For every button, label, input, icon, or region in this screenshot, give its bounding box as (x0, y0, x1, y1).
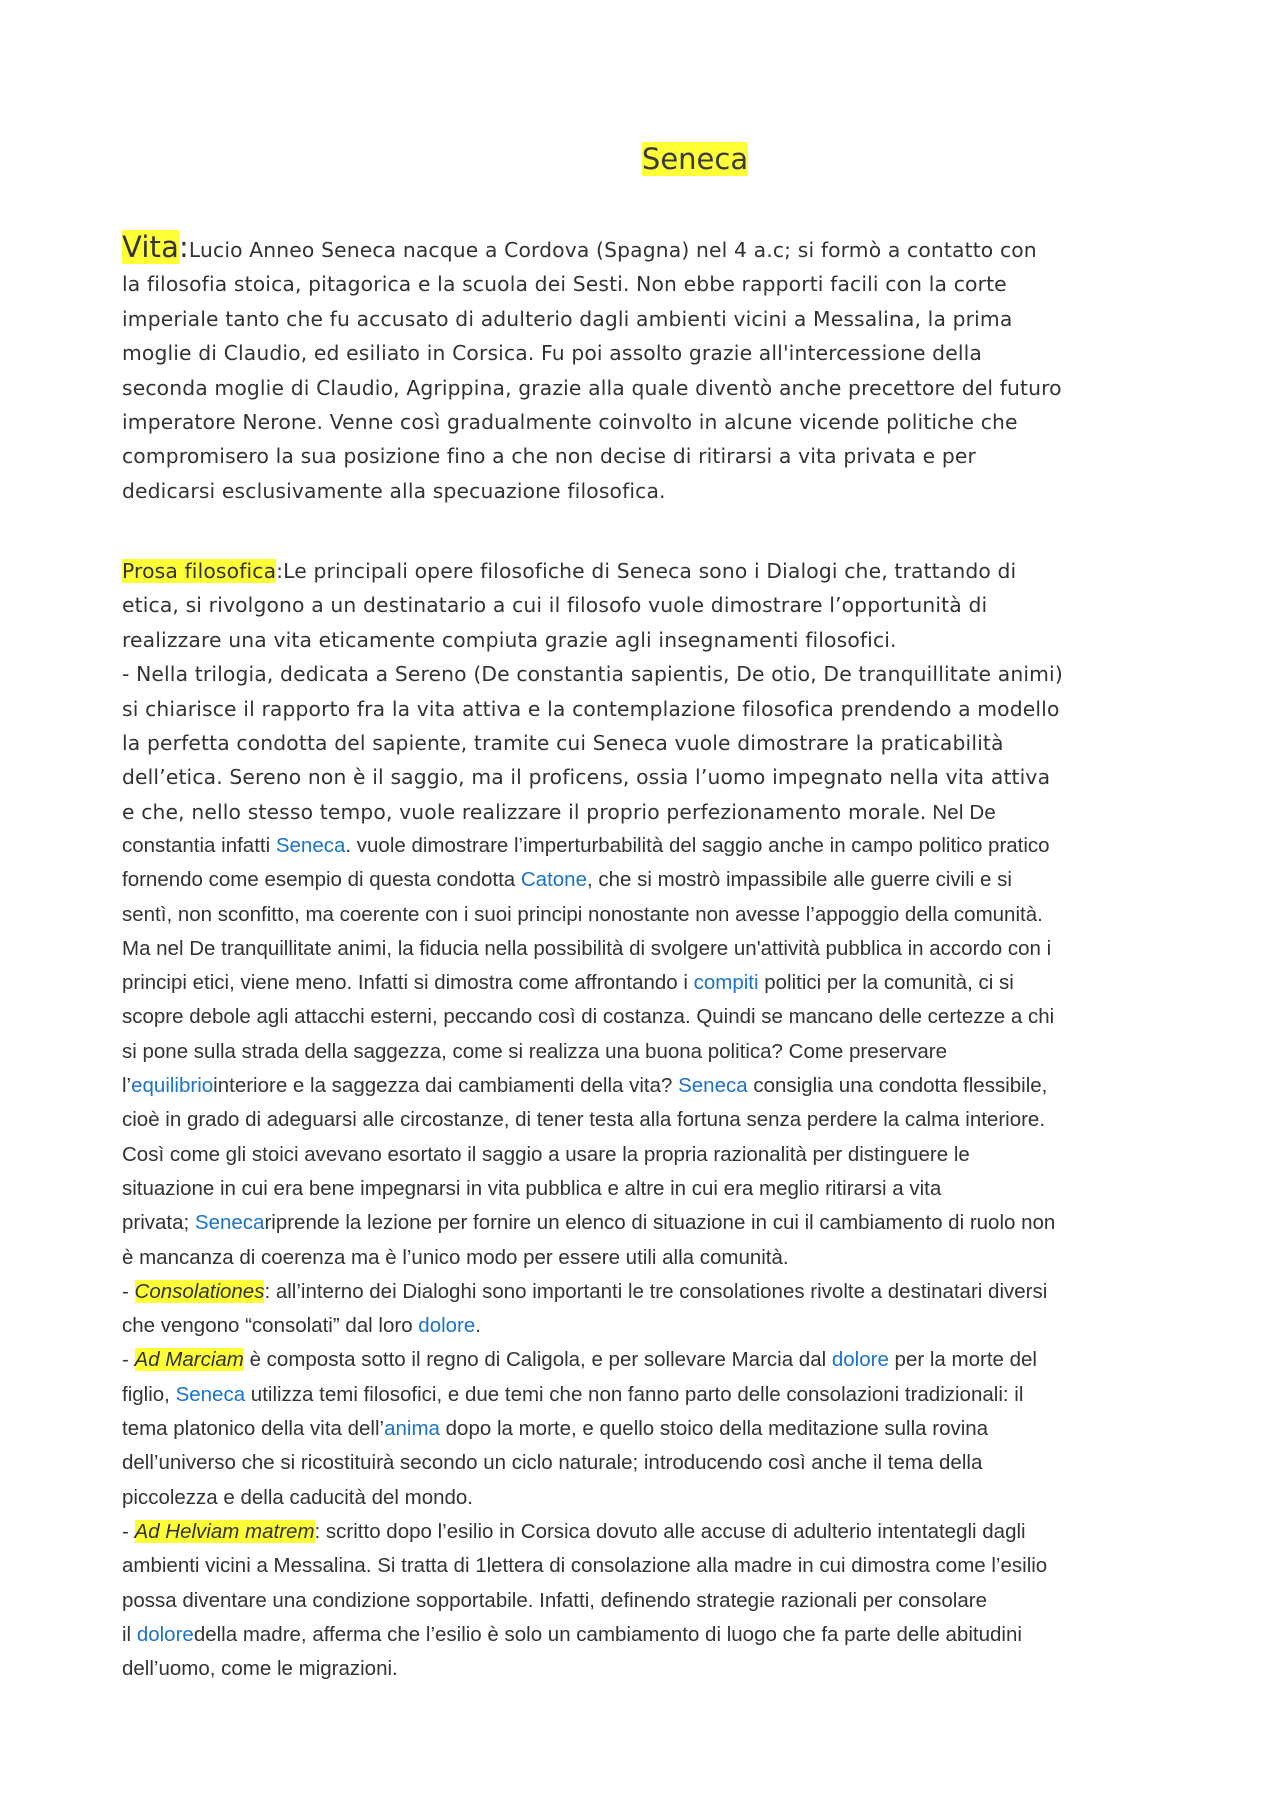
link-catone[interactable]: Catone (520, 868, 587, 892)
prosa-line (122, 966, 1182, 1000)
text-run: interiore e la saggezza dai cambiamenti della vita? (213, 1074, 679, 1098)
prosa-line (122, 1069, 1182, 1103)
text-run: , che si mostrò impassibile alle guerre civili e si (586, 868, 1012, 892)
title-highlight: Seneca (641, 142, 749, 176)
prosa-line: si pone sulla strada della saggezza, come si realizza una buona politica? Come preservare (122, 1039, 948, 1063)
text-run: dopo la morte, e quello stoico della meditazione sulla rovina (439, 1417, 989, 1441)
prosa-line: Ma nel De tranquillitate animi, la fiducia nella possibilità di svolgere un'attività pubblica in accordo con i (122, 936, 1052, 960)
marciam-heading: Ad Marciam (134, 1348, 244, 1372)
link-equilibrio[interactable]: equilibrio (131, 1074, 214, 1098)
text-run: tema platonico della vita dell’ (122, 1417, 385, 1441)
prosa-mixed-lib: Nel De (926, 800, 996, 824)
page-title (0, 142, 1280, 176)
prosa-line: cioè in grado di adeguarsi alle circostanze, di tener testa alla fortuna senza perdere la calma interiore. (122, 1108, 1046, 1132)
text-run: che vengono “consolati” dal loro (122, 1314, 419, 1338)
text-run: constantia infatti (122, 834, 276, 857)
consolationes-heading: Consolationes (134, 1279, 265, 1303)
prosa-line: dell’etica. Sereno non è il saggio, ma il proficens, ossia l’uomo impegnato nella vita attiva (122, 765, 1051, 790)
helviam-line: possa diventare una condizione sopportabile. Infatti, definendo strategie razionali per consolare (122, 1588, 987, 1612)
text-run: . (475, 1314, 481, 1338)
prosa-line (122, 1206, 1182, 1240)
prosa-line (122, 863, 1182, 897)
link-seneca[interactable]: Seneca (275, 834, 346, 857)
vita-line: seconda moglie di Claudio, Agrippina, grazie alla quale diventò anche precettore del futuro (122, 375, 1062, 400)
vita-line: compromisero la sua posizione fino a che non decise di ritirarsi a vita privata e per (122, 444, 976, 469)
vita-section (122, 230, 1182, 508)
text-run: privata; (122, 1211, 195, 1235)
prosa-section (122, 554, 1182, 830)
prosa-continued (122, 829, 1182, 1686)
bullet-dash: - (122, 1519, 135, 1543)
link-seneca[interactable]: Seneca (194, 1211, 265, 1235)
vita-line: la filosofia stoica, pitagorica e la scuola dei Sesti. Non ebbe rapporti facili con la corte (122, 272, 1007, 297)
marciam-line (122, 1412, 1182, 1446)
vita-colon: : (179, 230, 189, 264)
prosa-line: è mancanza di coerenza ma è l’unico modo per essere utili alla comunità. (122, 1245, 789, 1269)
link-dolore[interactable]: dolore (418, 1314, 476, 1338)
prosa-line: la perfetta condotta del sapiente, tramite cui Seneca vuole dimostrare la praticabilità (122, 731, 1004, 756)
marciam-line: piccolezza e della caducità del mondo. (122, 1485, 473, 1509)
text-run: principi etici, viene meno. Infatti si dimostra come affrontando i (122, 971, 694, 995)
link-compiti[interactable]: compiti (693, 971, 759, 995)
text-run: consiglia una condotta flessibile, (747, 1074, 1048, 1098)
prosa-line: Così come gli stoici avevano esortato il saggio a usare la propria razionalità per distinguere le (122, 1142, 970, 1166)
consolationes-line-2 (122, 1309, 1182, 1343)
vita-line: dedicarsi esclusivamente alla specuazione filosofica. (122, 478, 666, 503)
prosa-line (122, 829, 1182, 863)
consolationes-line-1 (122, 1275, 1182, 1309)
prosa-line-mixed (122, 795, 1182, 830)
text-run: politici per la comunità, ci si (758, 971, 1014, 995)
helviam-line: dell’uomo, come le migrazioni. (122, 1657, 398, 1681)
text-run: per la morte del (888, 1348, 1037, 1372)
vita-heading: Vita (122, 230, 179, 264)
bullet-dash: - (122, 1279, 135, 1303)
prosa-line: sentì, non sconfitto, ma coerente con i suoi principi nonostante non avesse l’appoggio della comunità. (122, 902, 1043, 926)
link-seneca[interactable]: Seneca (175, 1382, 246, 1406)
prosa-heading: Prosa filosofica (122, 559, 277, 583)
vita-line: imperiale tanto che fu accusato di adulterio dagli ambienti vicini a Messalina, la prima (122, 306, 1013, 331)
link-seneca[interactable]: Seneca (678, 1074, 748, 1098)
link-anima[interactable]: anima (384, 1417, 440, 1441)
text-run: : all’interno dei Dialoghi sono importanti le tre consolationes rivolte a destinatari diversi (264, 1279, 1048, 1303)
text-run: l’ (122, 1074, 132, 1098)
text-run: . vuole dimostrare l’imperturbabilità del saggio anche in campo politico pratico (345, 834, 1050, 857)
vita-line: imperatore Nerone. Venne così gradualmente coinvolto in alcune vicende politiche che (122, 410, 1018, 435)
prosa-line: - Nella trilogia, dedicata a Sereno (De constantia sapientis, De otio, De tranquillitate animi) (122, 662, 1063, 687)
text-run: : scritto dopo l’esilio in Corsica dovuto alle accuse di adulterio intentategli dagli (314, 1519, 1026, 1543)
marciam-line-1 (122, 1343, 1182, 1377)
prosa-mixed-sans: e che, nello stesso tempo, vuole realizzare il proprio perfezionamento morale. (122, 799, 927, 824)
marciam-line (122, 1378, 1182, 1412)
text-run: figlio, (122, 1382, 176, 1406)
prosa-line: realizzare una vita eticamente compiuta grazie agli insegnamenti filosofici. (122, 627, 897, 652)
text-run: fornendo come esempio di questa condotta (122, 868, 521, 892)
text-run: della madre, afferma che l’esilio è solo un cambiamento di luogo che fa parte delle abitudini (193, 1622, 1022, 1646)
prosa-text: :Le principali opere filosofiche di Seneca sono i Dialogi che, trattando di (276, 559, 1017, 583)
prosa-line: situazione in cui era bene impegnarsi in vita pubblica e altre in cui era meglio ritirarsi a vita (122, 1176, 942, 1200)
prosa-line: si chiarisce il rapporto fra la vita attiva e la contemplazione filosofica prendendo a modello (122, 696, 1060, 721)
marciam-line: dell’universo che si ricostituirà secondo un ciclo naturale; introducendo così anche il tema della (122, 1451, 983, 1475)
helviam-line: ambienti vicini a Messalina. Si tratta di 1lettera di consolazione alla madre in cui dimostra come l’esilio (122, 1554, 1048, 1578)
vita-line: moglie di Claudio, ed esiliato in Corsica. Fu poi assolto grazie all'intercessione della (122, 341, 982, 366)
link-dolore[interactable]: dolore (831, 1348, 889, 1372)
prosa-line-1 (122, 554, 1182, 588)
text-run: è composta sotto il regno di Caligola, e per sollevare Marcia dal (243, 1348, 832, 1372)
vita-line-1 (122, 230, 1182, 267)
helviam-line-1 (122, 1515, 1182, 1549)
text-run: riprende la lezione per fornire un elenco di situazione in cui il cambiamento di ruolo non (264, 1211, 1056, 1235)
link-dolore[interactable]: dolore (136, 1622, 194, 1646)
vita-text: Lucio Anneo Seneca nacque a Cordova (Spagna) nel 4 a.c; si formò a contatto con (188, 238, 1037, 262)
helviam-heading: Ad Helviam matrem (134, 1519, 315, 1543)
text-run: utilizza temi filosofici, e due temi che non fanno parto delle consolazioni tradizionali: il (245, 1382, 1024, 1406)
prosa-line: scopre debole agli attacchi esterni, peccando così di costanza. Quindi se mancano delle certezze a chi (122, 1005, 1055, 1029)
prosa-line: etica, si rivolgono a un destinatario a cui il filosofo vuole dimostrare l’opportunità di (122, 593, 988, 618)
bullet-dash: - (122, 1348, 135, 1372)
text-run: il (122, 1622, 137, 1646)
helviam-line (122, 1618, 1182, 1652)
